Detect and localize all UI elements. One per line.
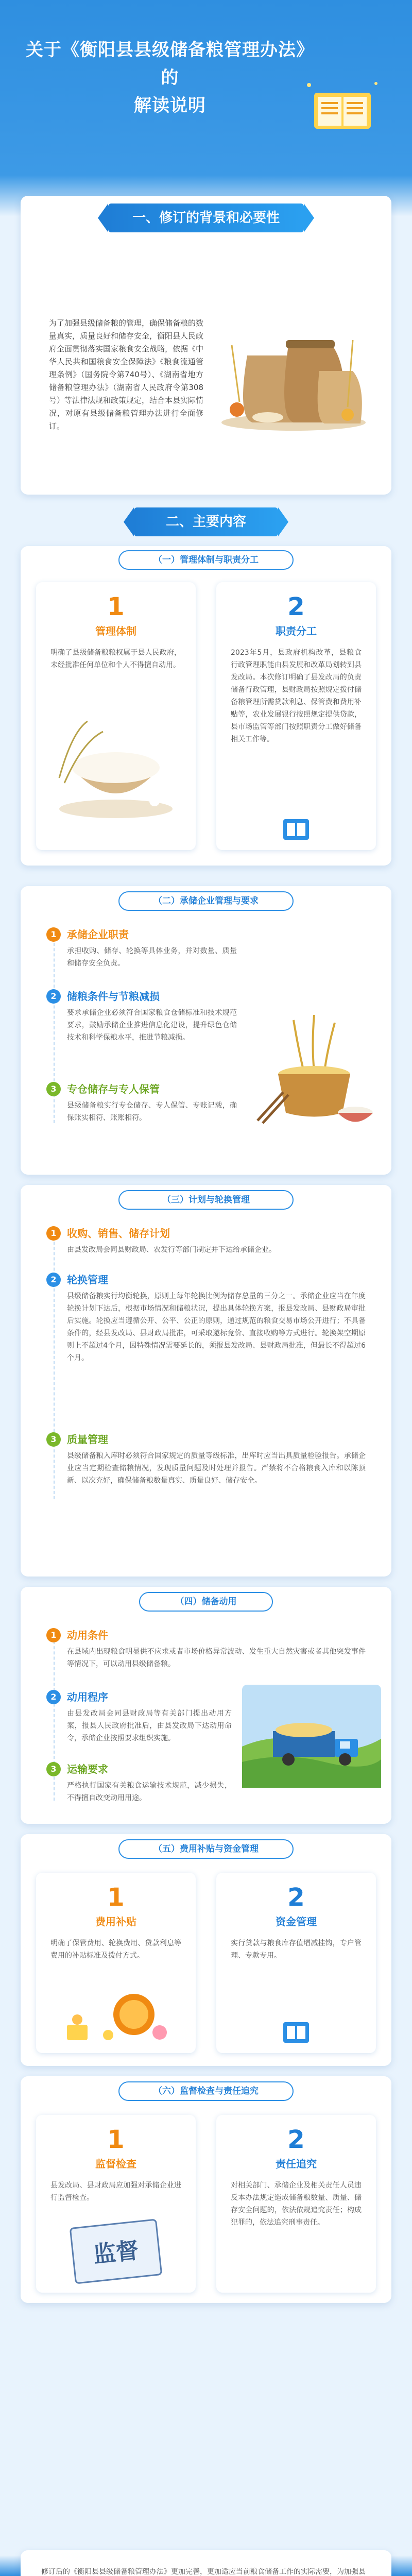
box-title: 责任追究 [276, 2158, 317, 2170]
item-title: 动用条件 [67, 1629, 108, 1641]
box-number: 1 [107, 1883, 125, 1912]
box-title: 监督检查 [95, 2158, 136, 2170]
box-title: 费用补贴 [95, 1916, 136, 1928]
info-box-inspection [36, 2115, 196, 2293]
item-text: 县级储备粮入库时必须符合国家规定的质量等级标准，出库时应当出具质量检验报告。承储企业应当定期检查储粮情况，发现质量问题及时处理并报告。严禁将不合格粮食入库和以陈顶新、以次充好，确保储备粮数量真实、质量良好、储存安全。 [67, 1452, 366, 1485]
box-title: 职责分工 [276, 625, 317, 637]
item-text: 在县域内出现粮食明显供不应求或者市场价格异常波动、发生重大自然灾害或者其他突发事件等情况下，可以动用县级储备粮。 [67, 1648, 366, 1668]
item-number: 3 [46, 1762, 61, 1776]
item-text: 由县发改局会同县财政局、农发行等部门制定并下达给承储企业。 [67, 1246, 276, 1254]
subsection-title-funding: （五）费用补贴与资金管理 [118, 1839, 294, 1859]
item-number: 2 [46, 1690, 61, 1704]
item-number: 3 [46, 1082, 61, 1096]
subsection-title-storage-enterprise: （二）承储企业管理与要求 [118, 891, 294, 911]
info-box-subsidy [36, 1873, 196, 2053]
item-text: 要求承储企业必须符合国家粮食仓储标准和技术规范要求，鼓励承储企业推进信息化建设，提升绿色仓储技术和科学保粮水平，推进节粮减损。 [67, 1009, 237, 1042]
item-number: 2 [46, 989, 61, 1004]
subsection-title-supervision: （六）监督检查与责任追究 [118, 2081, 294, 2101]
section-banner-main-content: 二、主要内容 [134, 507, 278, 536]
item-text: 县级储备粮实行专仓储存、专人保管、专账记载，确保账实相符、账账相符。 [67, 1101, 237, 1122]
document-icon [281, 2020, 312, 2045]
box-title: 管理体制 [95, 625, 136, 637]
info-box-fund-management [216, 1873, 376, 2053]
box-text: 明确了县级储备粮粮权属于县人民政府，未经批准任何单位和个人不得擅自动用。 [50, 649, 181, 669]
item-number: 1 [46, 1628, 61, 1642]
item-text: 由县发改局会同县财政局等有关部门提出动用方案，报县人民政府批准后，由县发改局下达动用命令，承储企业按照要求组织实施。 [67, 1709, 232, 1742]
box-number: 2 [287, 1883, 305, 1912]
item-title: 运输要求 [67, 1763, 108, 1775]
supervision-stamp [70, 2218, 163, 2284]
item-number: 2 [46, 1273, 61, 1287]
item-title: 承储企业职责 [67, 928, 129, 941]
subsection-title-reserve-use: （四）储备动用 [139, 1592, 273, 1612]
info-box-management-system [36, 582, 196, 850]
item-number: 1 [46, 1226, 61, 1241]
item-text: 县级储备粮实行均衡轮换，原则上每年轮换比例为储存总量的三分之一。承储企业应当在年度轮换计划下达后，根据市场情况和储粮状况，提出具体轮换方案，报县发改局、县财政局审批后实施。轮换应当遵循公开、公平、公正的原则，通过规范的粮食交易市场公开进行；不具备条件的，经县发改局、县财政局批准，可采取邀标竞价、直接收购等方式进行。轮换架空期原则上不超过4个月，因特殊情况需要延长的，须报县发改局、县财政局批准，但最长不得超过6个月。 [67, 1292, 366, 1362]
box-text: 2023年5月，县政府机构改革，县粮食行政管理职能由县发展和改革局划转到县发改局。本次修订明确了县发改局的负责储备行政管理，县财政局按照规定拨付储备粮管理所需贷款利息、保管费和费用补贴等，农业发展银行按照规定提供贷款，县市场监管等部门按照职责分工做好储备相关工作等。 [231, 649, 362, 743]
box-title: 资金管理 [276, 1916, 317, 1928]
subsection-title-rotation: （三）计划与轮换管理 [118, 1190, 294, 1210]
box-text: 明确了保管费用、轮换费用、贷款利息等费用的补贴标准及拨付方式。 [50, 1939, 181, 1960]
page-title [26, 36, 314, 120]
grain-truck-illustration [242, 1685, 381, 1788]
info-box-responsibilities [216, 582, 376, 850]
section-banner-background: 一、修订的背景和必要性 [108, 204, 304, 232]
closing-paragraph: 修订后的《衡阳县县级储备粮管理办法》更加完善，更加适应当前粮食储备工作的实际需要，为加强县 [41, 2568, 366, 2576]
subsection-title-management: （一）管理体制与职责分工 [118, 550, 294, 570]
intro-paragraph: 为了加强县级储备粮的管理，确保储备粮的数量真实，质量良好和储存安全，衡阳县人民政府全面贯彻落实国家粮食安全战略，依据《中华人民共和国粮食安全保障法》《粮食流通管理条例》（国务院令第740号）、《湖南省地方储备粮管理办法》（湖南省人民政府令第308号）等法律法规和政策规定，结合本县实际情况，对原有县级储备粮管理办法进行全面修订。 [49, 318, 204, 431]
box-text: 实行贷款与粮食库存值增减挂钩，专户管理、专款专用。 [231, 1939, 362, 1960]
rice-bowl-illustration [52, 711, 180, 824]
money-bag-illustration [57, 1984, 175, 2045]
box-number: 1 [107, 592, 125, 621]
grain-basket-illustration [252, 1010, 376, 1128]
info-box-accountability [216, 2115, 376, 2293]
item-title: 收购、销售、储存计划 [67, 1227, 170, 1240]
item-title: 质量管理 [67, 1433, 108, 1446]
box-number: 1 [107, 2125, 125, 2154]
item-title: 储粮条件与节粮减损 [67, 990, 160, 1003]
box-number: 2 [287, 2125, 305, 2154]
box-text: 对相关部门、承储企业及相关责任人员违反本办法规定造成储备粮数量、质量、储存安全问题的，依法依规追究责任；构成犯罪的，依法追究刑事责任。 [231, 2181, 362, 2227]
title-line-2: 解读说明 [134, 95, 206, 116]
book-illustration-icon [304, 77, 381, 134]
box-number: 2 [287, 592, 305, 621]
item-title: 动用程序 [67, 1691, 108, 1703]
item-title: 轮换管理 [67, 1274, 108, 1286]
hero-header [0, 0, 412, 170]
grain-sacks-illustration [216, 314, 371, 433]
item-number: 3 [46, 1432, 61, 1447]
document-icon [281, 817, 312, 842]
stamp-text: 监督 [92, 2237, 140, 2268]
item-title: 专仓储存与专人保管 [67, 1083, 160, 1095]
title-line-1: 关于《衡阳县县级储备粮管理办法》的 [26, 40, 314, 88]
item-text: 承担收购、储存、轮换等具体业务，并对数量、质量和储存安全负责。 [67, 947, 237, 968]
box-text: 县发改局、县财政局应加强对承储企业进行监督检查。 [50, 2181, 181, 2202]
item-text: 严格执行国家有关粮食运输技术规范，减少损失，不得擅自改变动用用途。 [67, 1782, 232, 1802]
item-number: 1 [46, 927, 61, 942]
